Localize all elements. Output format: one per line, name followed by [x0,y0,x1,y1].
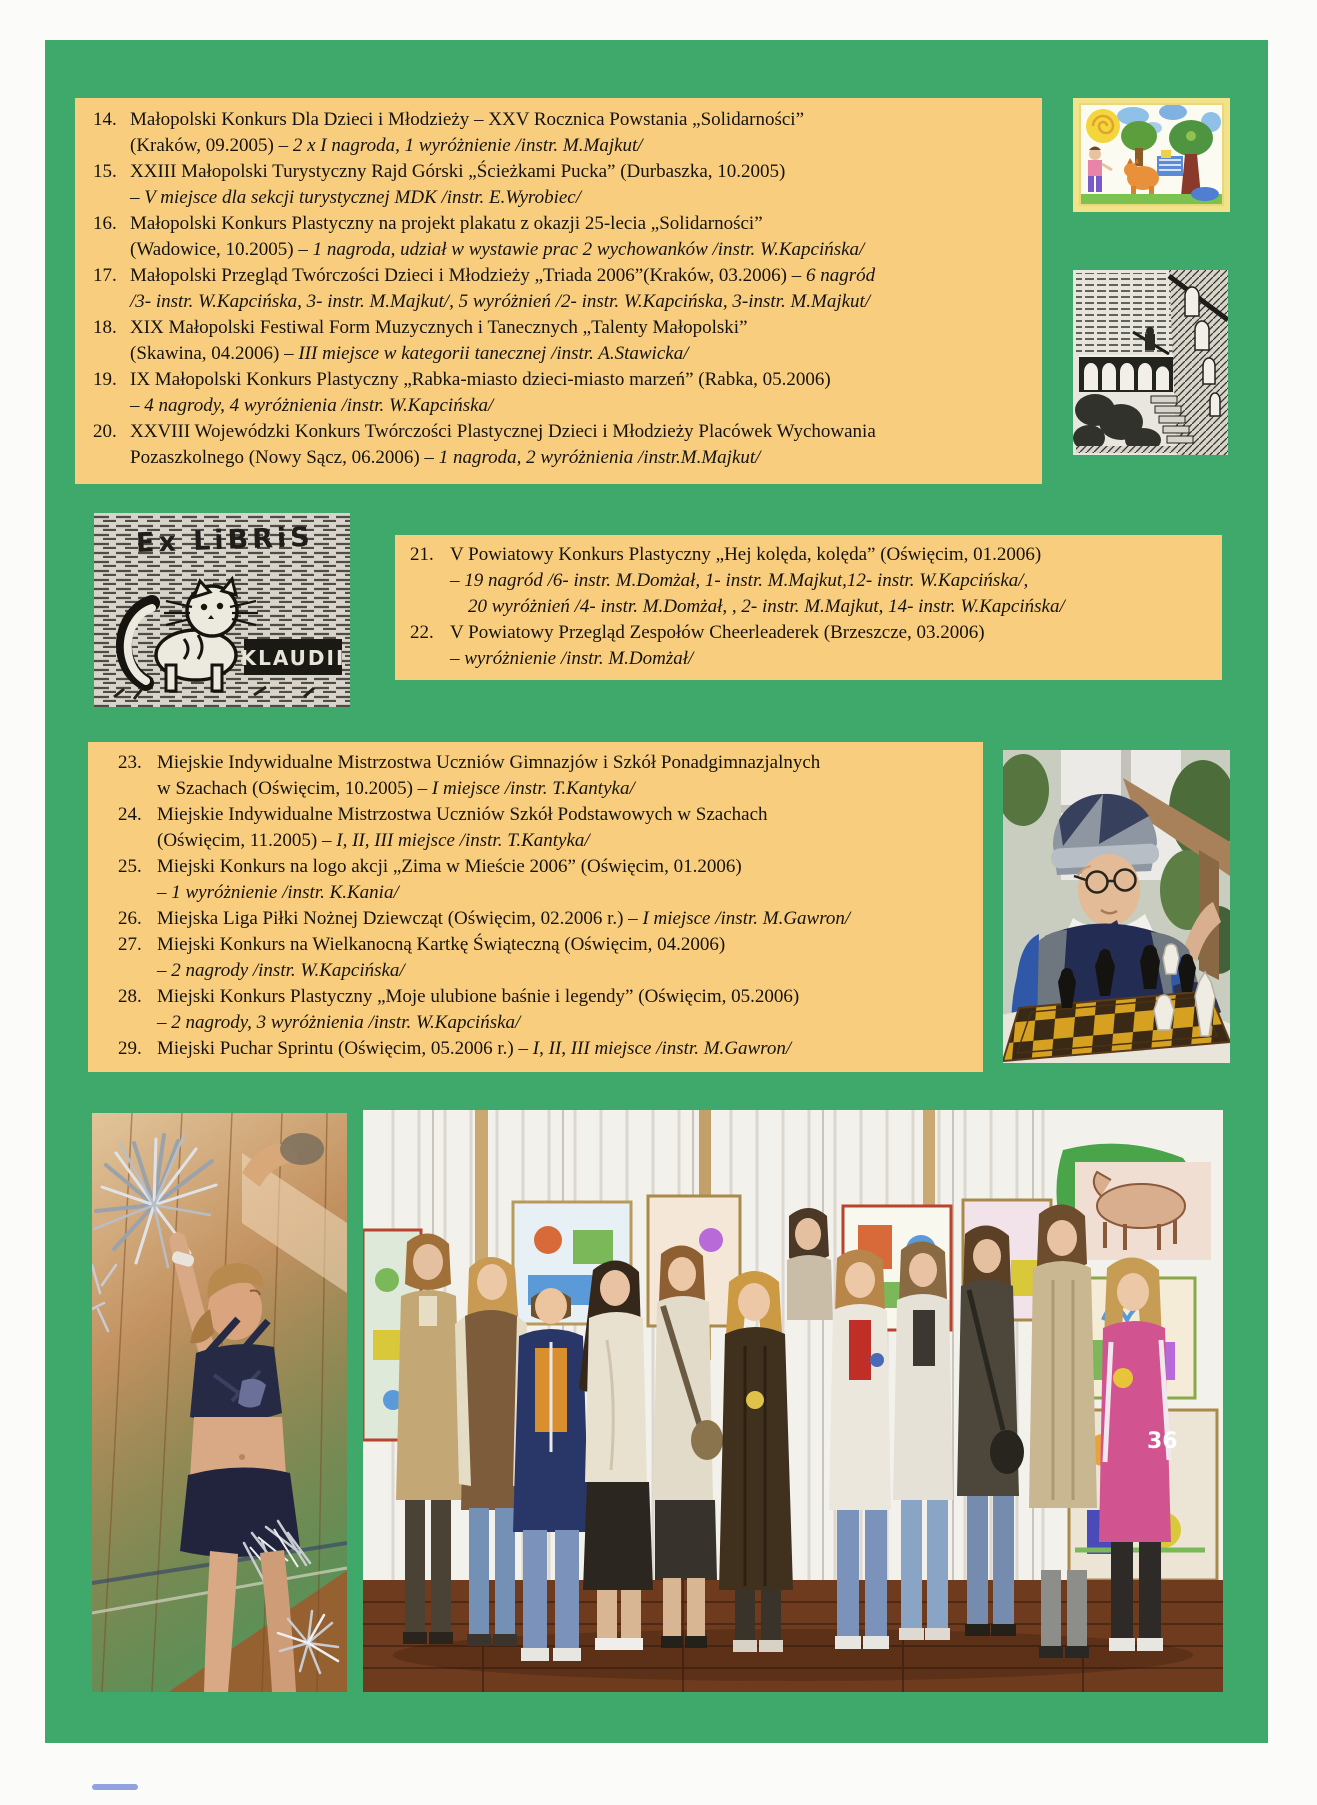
item-number: 24. [118,804,142,825]
achievement-item [395,542,1222,620]
item-text: XIX Małopolski Festiwal Form Muzycznych i Tanecznych „Talenty Małopolski” (Skawina, 04.2006) – III miejsce w kategorii tanecznej /instr. A.Stawicka/ [130,317,748,364]
ex-libris-image [94,513,350,707]
children-drawing-image [1073,98,1230,212]
children-drawing-svg [1073,98,1230,212]
achievement-item [75,367,1042,419]
scan-artifact-blue-mark [92,1784,138,1790]
chess-photo-svg [1003,750,1230,1063]
item-number: 22. [410,622,434,643]
engraving-svg [1073,270,1228,455]
achievement-item [75,107,1042,159]
ex-libris-owner-text: KLAUDII [240,646,346,670]
achievement-item [88,932,983,984]
item-text: Małopolski Konkurs Plastyczny na projekt plakatu z okazji 25-lecia „Solidarności” (Wadowice, 10.2005) – 1 nagroda, udział w wystawie prac 2 wychowanków /instr. W.Kapcińska/ [130,213,865,260]
cheerleader-photo [92,1113,347,1692]
achievement-item [395,620,1222,672]
achievements-panel-23-29 [88,742,983,1072]
achievement-item [75,211,1042,263]
group-photo-svg [363,1110,1223,1692]
achievement-item [75,315,1042,367]
item-number: 21. [410,544,434,565]
item-text: Miejski Puchar Sprintu (Oświęcim, 05.2006 r.) – I, II, III miejsce /instr. M.Gawron/ [157,1038,792,1059]
ex-libris-title-text: Ex LiBRiS [135,521,315,559]
item-text: XXVIII Wojewódzki Konkurs Twórczości Plastycznej Dzieci i Młodzieży Placówek Wychowania Pozaszkolnego (Nowy Sącz, 06.2006) – 1 nagroda, 2 wyróżnienia /instr.M.Majkut/ [130,421,876,468]
item-text: Miejskie Indywidualne Mistrzostwa Uczniów Szkół Podstawowych w Szachach (Oświęcim, 11.2005) – I, II, III miejsce /instr. T.Kantyka/ [157,804,768,851]
item-number: 19. [93,369,117,390]
item-number: 14. [93,109,117,130]
item-text: Miejski Konkurs na logo akcji „Zima w Mieście 2006” (Oświęcim, 01.2006) – 1 wyróżnienie /instr. K.Kania/ [157,856,742,903]
item-text: Miejski Konkurs na Wielkanocną Kartkę Świąteczną (Oświęcim, 04.2006) – 2 nagrody /instr. W.Kapcińska/ [157,934,726,981]
group-photo [363,1110,1223,1692]
achievement-item [88,984,983,1036]
item-number: 17. [93,265,117,286]
item-number: 25. [118,856,142,877]
item-text: Miejska Liga Piłki Nożnej Dziewcząt (Oświęcim, 02.2006 r.) – I miejsce /instr. M.Gawron/ [157,908,851,929]
green-page-background [45,40,1268,1743]
achievement-item [88,1036,983,1062]
engraving-image [1073,270,1228,455]
item-text: Małopolski Konkurs Dla Dzieci i Młodzieży – XXV Rocznica Powstania „Solidarności” (Kraków, 09.2005) – 2 x I nagroda, 1 wyróżnienie /instr. M.Majkut/ [130,109,805,156]
item-number: 23. [118,752,142,773]
achievement-item [88,854,983,906]
chess-photo [1003,750,1230,1063]
item-number: 29. [118,1038,142,1059]
achievements-panel-21-22 [395,535,1222,680]
cheerleader-photo-svg [92,1113,347,1692]
item-text: V Powiatowy Konkurs Plastyczny „Hej kolęda, kolęda” (Oświęcim, 01.2006) – 19 nagród /6- instr. M.Domżał, 1- instr. M.Majkut,12- instr. W.Kapcińska/, 20 wyróżnień /4- instr. M.Domżał, , 2- instr. M.Majkut, 14- instr. W.Kapcińska/ [450,544,1065,617]
achievement-item [88,750,983,802]
jacket-number-text: 36 [1147,1429,1178,1454]
achievement-item [75,263,1042,315]
item-text: V Powiatowy Przegląd Zespołów Cheerleaderek (Brzeszcze, 03.2006) – wyróżnienie /instr. M.Domżał/ [450,622,985,669]
item-text: IX Małopolski Konkurs Plastyczny „Rabka-miasto dzieci-miasto marzeń” (Rabka, 05.2006) – 4 nagrody, 4 wyróżnienia /instr. W.Kapcińska/ [130,369,831,416]
item-number: 26. [118,908,142,929]
achievement-item [88,906,983,932]
item-text: XXIII Małopolski Turystyczny Rajd Górski „Ścieżkami Pucka” (Durbaszka, 10.2005) – V miejsce dla sekcji turystycznej MDK /instr. E.Wyrobiec/ [130,161,786,208]
item-text: Miejski Konkurs Plastyczny „Moje ulubione baśnie i legendy” (Oświęcim, 05.2006) – 2 nagrody, 3 wyróżnienia /instr. W.Kapcińska/ [157,986,800,1033]
item-number: 28. [118,986,142,1007]
item-text: Miejskie Indywidualne Mistrzostwa Uczniów Gimnazjów i Szkół Ponadgimnazjalnych w Szachach (Oświęcim, 10.2005) – I miejsce /instr. T.Kantyka/ [157,752,821,799]
ex-libris-svg [94,513,350,707]
item-number: 20. [93,421,117,442]
achievement-item [88,802,983,854]
achievement-item [75,419,1042,471]
item-number: 18. [93,317,117,338]
item-text: Małopolski Przegląd Twórczości Dzieci i Młodzieży „Triada 2006”(Kraków, 03.2006) – 6 nagród /3- instr. W.Kapcińska, 3- instr. M.Majkut/, 5 wyróżnień /2- instr. W.Kapcińska, 3-instr. M.Majkut/ [130,265,876,312]
item-number: 15. [93,161,117,182]
item-number: 16. [93,213,117,234]
achievements-panel-14-20 [75,98,1042,484]
item-number: 27. [118,934,142,955]
achievement-item [75,159,1042,211]
